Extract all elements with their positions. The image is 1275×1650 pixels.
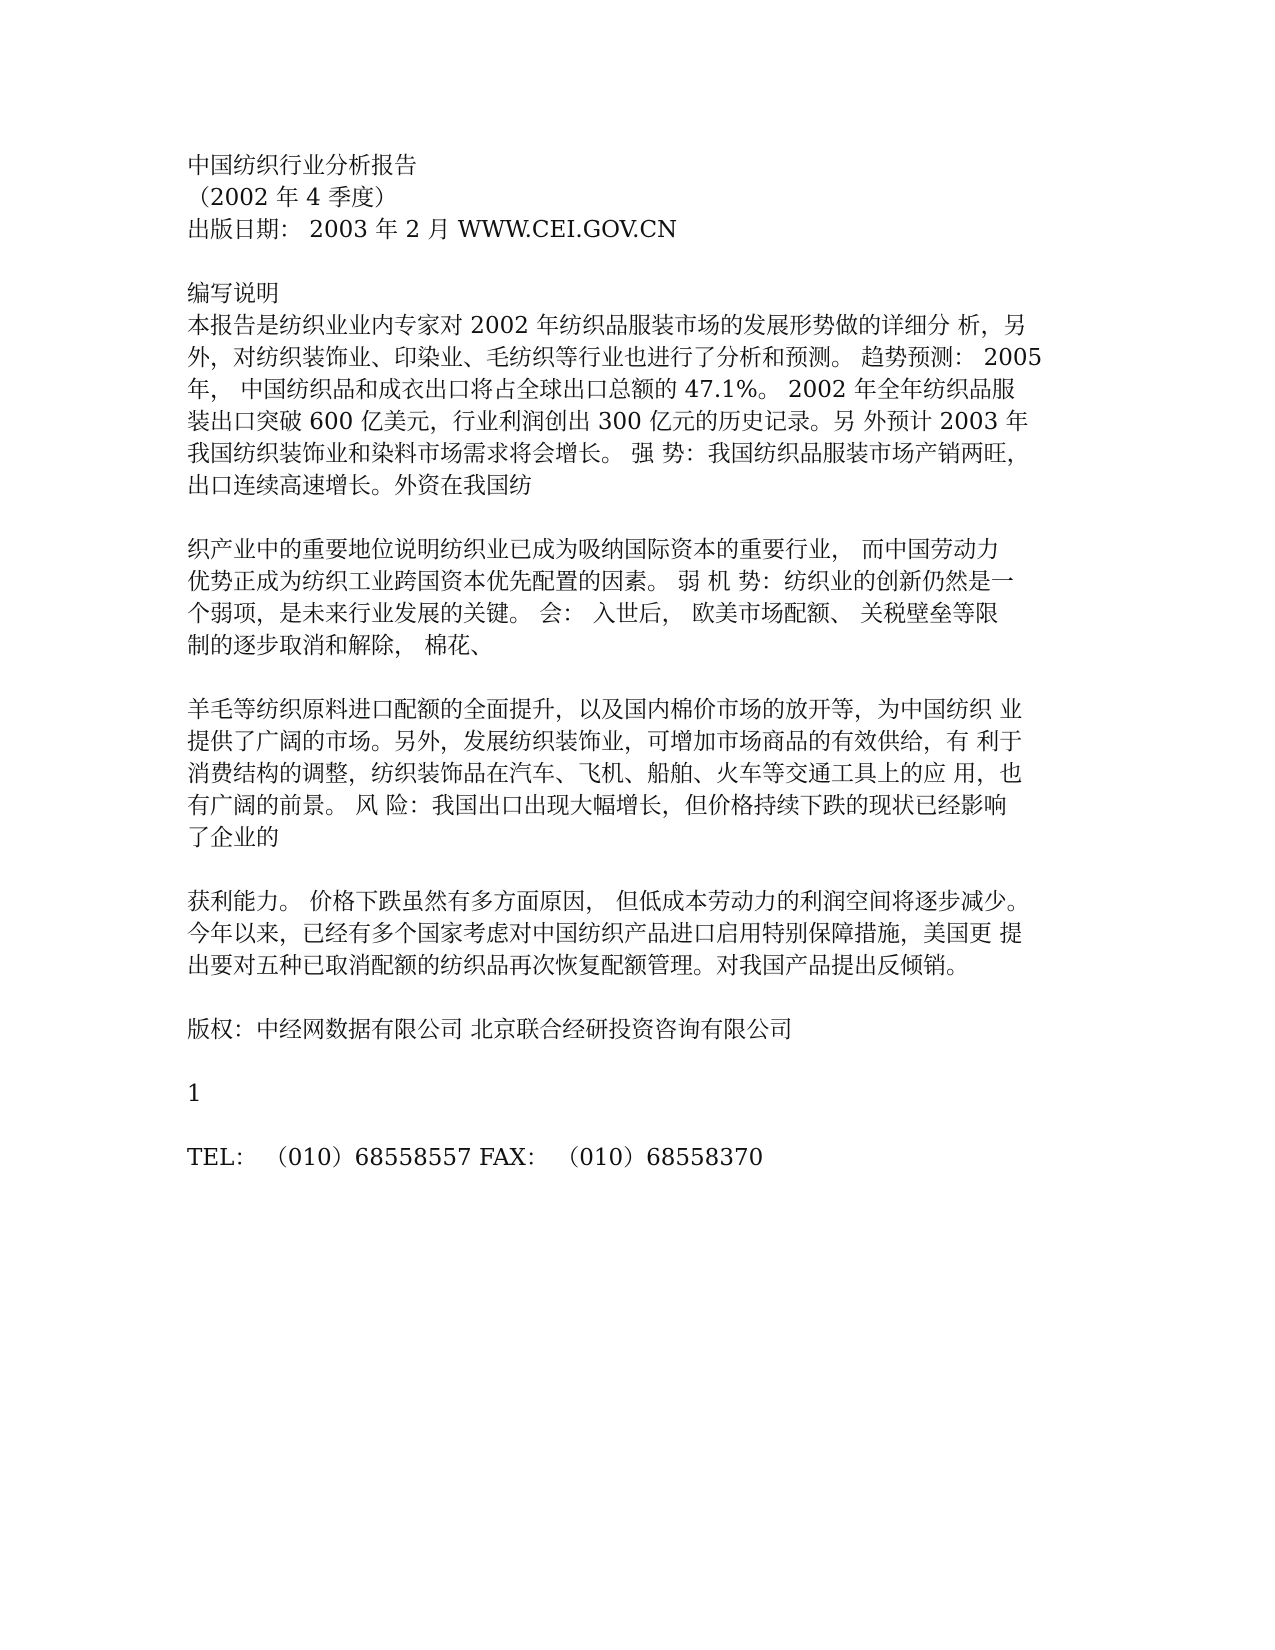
paragraph-line: 本报告是纺织业业内专家对 2002 年纺织品服装市场的发展形势做的详细分 析，另 — [187, 313, 1027, 339]
page-number: 1 — [187, 1081, 202, 1107]
paragraph-line: 了企业的 — [187, 825, 279, 851]
paragraph-line: 我国纺织装饰业和染料市场需求将会增长。 强 势：我国纺织品服装市场产销两旺， — [187, 441, 1030, 467]
spacer — [187, 502, 1107, 534]
paragraph-line: 获利能力。 价格下跌虽然有多方面原因， 但低成本劳动力的利润空间将逐步减少。 — [187, 889, 1030, 915]
spacer — [187, 1110, 1107, 1142]
paragraph-2 — [187, 534, 1107, 662]
paragraph-line: 出口连续高速增长。外资在我国纺 — [187, 473, 532, 499]
spacer — [187, 982, 1107, 1014]
section-heading: 编写说明 — [187, 281, 279, 307]
paragraph-line: 羊毛等纺织原料进口配额的全面提升，以及国内棉价市场的放开等，为中国纺织 业 — [187, 697, 1023, 723]
paragraph-line: 出要对五种已取消配额的纺织品再次恢复配额管理。对我国产品提出反倾销。 — [187, 953, 969, 979]
report-title: 中国纺织行业分析报告 — [187, 153, 417, 179]
publication-date: 出版日期： 2003 年 2 月 WWW.CEI.GOV.CN — [187, 217, 678, 243]
paragraph-line: 外，对纺织装饰业、印染业、毛纺织等行业也进行了分析和预测。 趋势预测： 2005 — [187, 345, 1043, 371]
paragraph-line: 织产业中的重要地位说明纺织业已成为吸纳国际资本的重要行业， 而中国劳动力 — [187, 537, 1000, 563]
copyright-notice: 版权：中经网数据有限公司 北京联合经研投资咨询有限公司 — [187, 1017, 793, 1043]
spacer — [187, 854, 1107, 886]
paragraph-line: 个弱项，是未来行业发展的关键。 会： 入世后， 欧美市场配额、 关税壁垒等限 — [187, 601, 999, 627]
paragraph-line: 年， 中国纺织品和成衣出口将占全球出口总额的 47.1%。 2002 年全年纺织品服 — [187, 377, 1015, 403]
spacer — [187, 662, 1107, 694]
paragraph-line: 消费结构的调整，纺织装饰品在汽车、飞机、船舶、火车等交通工具上的应 用，也 — [187, 761, 1023, 787]
paragraph-1 — [187, 310, 1107, 502]
paragraph-4 — [187, 886, 1107, 982]
paragraph-3 — [187, 694, 1107, 854]
report-period: （2002 年 4 季度） — [187, 185, 398, 211]
report-header — [187, 150, 1107, 246]
document-page — [187, 150, 1107, 1174]
contact-info: TEL： （010）68558557 FAX： （010）68558370 — [187, 1145, 764, 1171]
paragraph-line: 装出口突破 600 亿美元，行业利润创出 300 亿元的历史记录。另 外预计 2003 年 — [187, 409, 1029, 435]
paragraph-line: 今年以来，已经有多个国家考虑对中国纺织产品进口启用特别保障措施，美国更 提 — [187, 921, 1023, 947]
paragraph-line: 制的逐步取消和解除， 棉花、 — [187, 633, 494, 659]
paragraph-line: 有广阔的前景。 风 险：我国出口出现大幅增长，但价格持续下跌的现状已经影响 — [187, 793, 1007, 819]
spacer — [187, 1046, 1107, 1078]
spacer — [187, 246, 1107, 278]
paragraph-line: 提供了广阔的市场。另外，发展纺织装饰业，可增加市场商品的有效供给，有 利于 — [187, 729, 1023, 755]
paragraph-line: 优势正成为纺织工业跨国资本优先配置的因素。 弱 机 势：纺织业的创新仍然是一 — [187, 569, 1014, 595]
